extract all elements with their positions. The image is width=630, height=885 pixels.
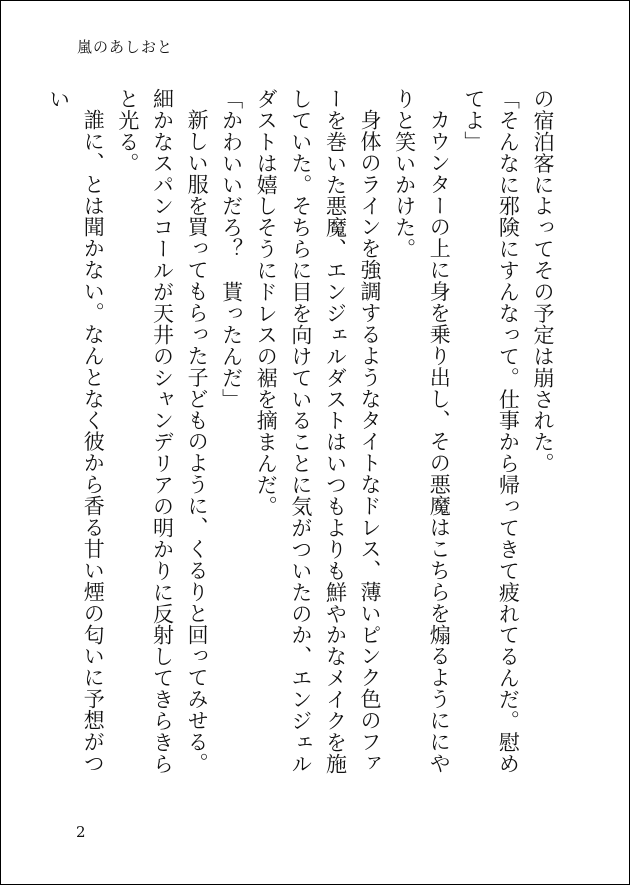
vertical-body-text [41,88,560,788]
paragraph-6: 新しい服を買ってもらった子どものように、くるりと回ってみせる。細かなスパンコールが天井のシャンデリアの明かりに反射してきらきらと光る。 [115,88,210,775]
paragraph-7: 誰に、とは聞かない。なんとなく彼から香る甘い煙の匂いに予想がつい [46,88,106,774]
paragraph-2: 「そんなに邪険にすんなって。仕事から帰ってきて疲れてるんだ。慰めてよ」 [461,88,521,775]
page-number: 2 [76,823,86,841]
paragraph-1: の宿泊客によってその予定は崩された。 [531,88,555,475]
running-head: 嵐のあしおと [77,38,174,56]
paragraph-3: カウンターの上に身を乗り出し、その悪魔はこちらを煽るようににやりと笑いかけた。 [392,88,452,774]
paragraph-5: 「かわいいだろ？ 貰ったんだ」 [219,88,244,410]
paragraph-4: 身体のラインを強調するようなタイトなドレス、薄いピンク色のファーを巻いた悪魔、エンジェルダストはいつもよりも鮮やかなメイクを施していた。そちらに目を向けていることに気がついたのか、エンジェルダストは嬉しそうにドレスの裾を摘まんだ。 [254,88,383,775]
